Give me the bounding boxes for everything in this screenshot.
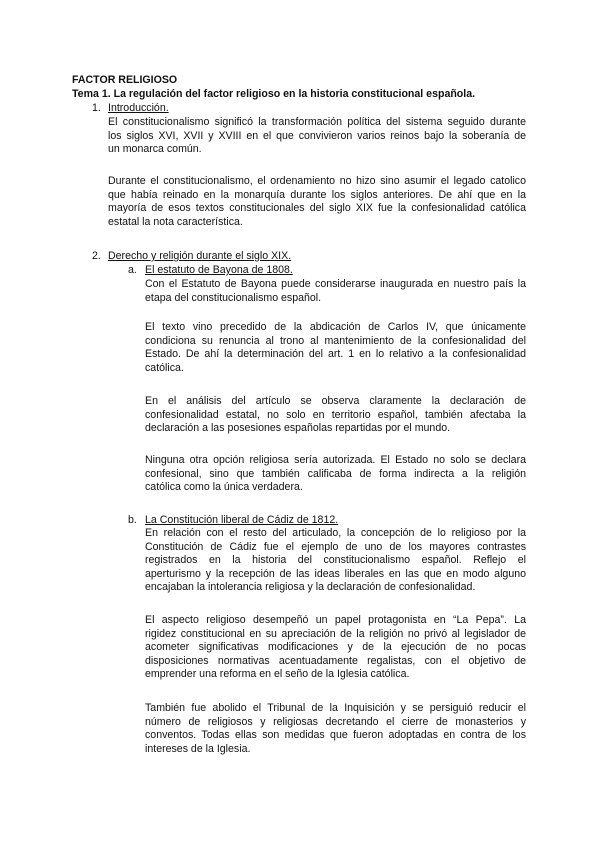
text-line: El aspecto religioso desempeñó un papel protagonista en “La Pepa”. La: [145, 614, 526, 626]
text-line: Constitución de Cádiz fue el ejemplo de uno de los mayores contrastes: [145, 540, 526, 553]
text-line: número de religiosos y religiosas decretando el cierre de monasterios y: [145, 715, 526, 728]
section-1-paragraph-1: [108, 116, 526, 157]
text-line: etapa del constitucionalismo español.: [145, 291, 322, 304]
text-line: También fue abolido el Tribunal de la Inquisición y se persiguió reducir el: [145, 702, 526, 714]
text-line: registrados en la historia del constitucionalismo español. Reflejo el: [145, 554, 526, 567]
text-line: los siglos XVI, XVII y XVIII en el que convivieron varios reinos bajo la soberanía de: [108, 129, 526, 142]
text-line: En relación con el resto del articulado, la concepción de lo religioso por la: [145, 527, 526, 539]
text-line: estatal la nota característica.: [108, 215, 243, 228]
subsection-b-letter: b.: [128, 514, 137, 526]
text-line: En el análisis del artículo se observa claramente la declaración de: [145, 395, 526, 407]
subsection-a-paragraph-1: [145, 278, 526, 305]
text-line: un monarca común.: [108, 143, 202, 156]
section-2-title: Derecho y religión durante el siglo XIX.: [108, 250, 292, 262]
text-line: Ninguna otra opción religiosa sería autorizada. El Estado no solo se declara: [145, 454, 526, 466]
text-line: católica como la única verdadera.: [145, 481, 303, 494]
subsection-b-paragraph-3: [145, 702, 526, 756]
text-line: El texto vino precedido de la abdicación de Carlos IV, que únicamente: [145, 321, 526, 333]
text-line: declaración a las posesiones españolas repartidas por el mundo.: [145, 422, 451, 435]
section-2-number: 2.: [92, 250, 101, 262]
text-line: Estado. De ahí la determinación del art. 1 en lo relativo a la confesionalidad: [145, 348, 526, 361]
text-line: mayoría de esos textos constitucionales del siglo XIX fue la confesionalidad católica: [108, 202, 526, 215]
text-line: disposiciones normativas acentuadamente regalistas, con el objetivo de: [145, 654, 526, 667]
text-line: emprender una reforma en el seño de la Iglesia católica.: [145, 668, 410, 681]
text-line: confesionalidad estatal, no solo en territorio español, también afectaba la: [145, 408, 526, 421]
text-line: Durante el constitucionalismo, el ordenamiento no hizo sino asumir el legado catolico: [108, 175, 526, 187]
text-line: acometer significativas modificaciones y de la ejecución de no pocas: [145, 641, 526, 654]
text-line: intereses de la Iglesia.: [145, 742, 251, 755]
section-1-paragraph-2: [108, 175, 526, 229]
text-line: condiciona su renuncia al trono al mantenimiento de la confesionalidad del: [145, 334, 526, 347]
text-line: confesional, sino que también calificaba de forma indirecta a la religión: [145, 467, 526, 480]
subsection-b-paragraph-2: [145, 614, 526, 682]
text-line: conventos. Todas ellas son medidas que fueron adoptadas en contra de los: [145, 729, 526, 742]
text-line: rigidez constitucional en su apreciación de la religión no privó al legislador de: [145, 627, 526, 640]
document-heading: FACTOR RELIGIOSO: [72, 74, 178, 86]
text-line: encajaban la intolerancia religiosa y la declaración de confesionalidad.: [145, 581, 476, 594]
subsection-a-paragraph-2: [145, 321, 526, 375]
document-subheading: Tema 1. La regulación del factor religioso en la historia constitucional española.: [72, 88, 476, 100]
subsection-a-title: El estatuto de Bayona de 1808.: [145, 264, 293, 276]
subsection-a-paragraph-4: [145, 454, 526, 495]
section-1-title: Introducción.: [108, 102, 169, 114]
subsection-a-paragraph-3: [145, 395, 526, 436]
subsection-b-title: La Constitución liberal de Cádiz de 1812.: [145, 514, 339, 526]
section-1-number: 1.: [92, 102, 101, 114]
text-line: que había reinado en la monarquía durante los siglos anteriores. De ahí que en la: [108, 188, 526, 201]
text-line: Con el Estatuto de Bayona puede considerarse inaugurada en nuestro país la: [145, 278, 526, 290]
text-line: aperturismo y la recepción de las ideas liberales en las que en modo alguno: [145, 567, 526, 580]
subsection-b-paragraph-1: [145, 527, 526, 595]
subsection-a-letter: a.: [128, 264, 137, 276]
text-line: católica.: [145, 361, 184, 374]
text-line: El constitucionalismo significó la transformación política del sistema seguido durante: [108, 116, 526, 128]
